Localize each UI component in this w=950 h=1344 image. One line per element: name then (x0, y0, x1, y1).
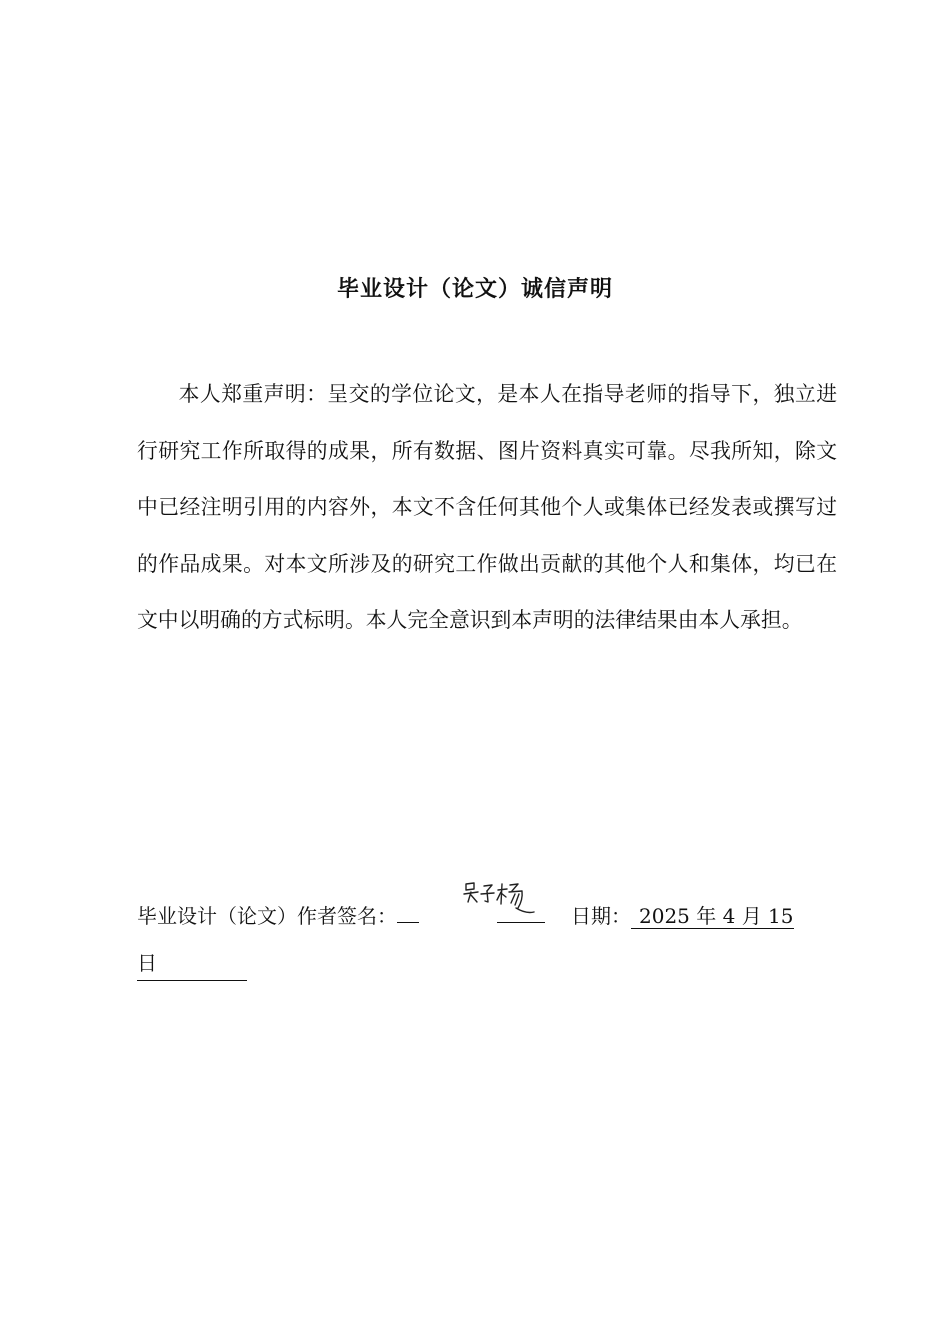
page-title: 毕业设计（论文）诚信声明 (336, 277, 613, 302)
signature-underline-left (397, 898, 419, 923)
signature-label: 毕业设计（论文）作者签名： (137, 904, 397, 928)
handwritten-signature (460, 878, 540, 920)
date-value: 2025 年 4 月 15 (631, 904, 794, 929)
declaration-paragraph: 本人郑重声明：呈交的学位论文，是本人在指导老师的指导下，独立进行研究工作所取得的成果，所有数据、图片资料真实可靠。尽我所知，除文中已经注明引用的内容外，本文不含任何其他个人或集体已经发表或撰写过的作品成果。对本文所涉及的研究工作做出贡献的其他个人和集体，均已在文中以明确的方式标明。本人完全意识到本声明的法律结果由本人承担。 (137, 382, 837, 632)
date-day-suffix: 日 (137, 946, 247, 981)
date-continuation (137, 946, 247, 981)
date-label: 日期： (571, 904, 631, 928)
